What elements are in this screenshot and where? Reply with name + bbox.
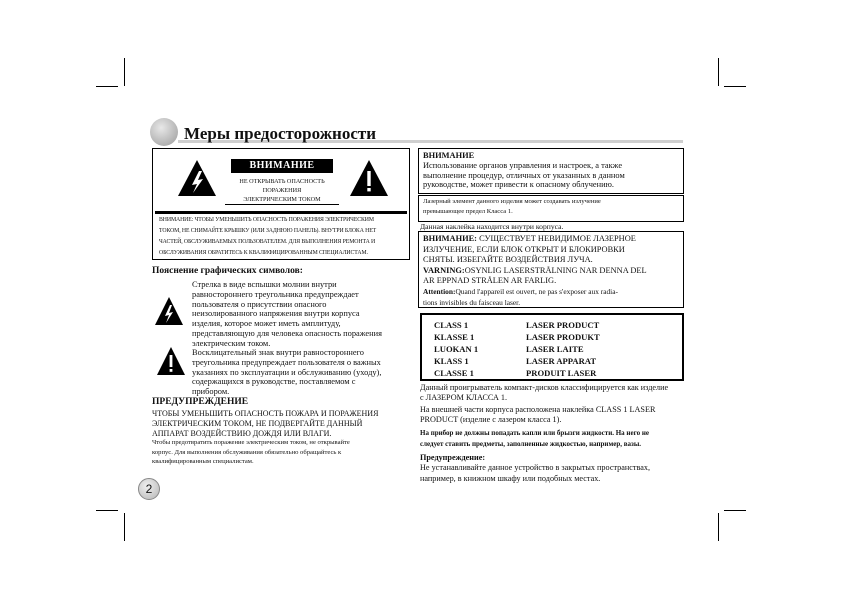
- text-line: ЧТОБЫ УМЕНЬШИТЬ ОПАСНОСТЬ ПОЖАРА И ПОРАЖЕНИЯ: [152, 409, 379, 418]
- crop-mark: [96, 510, 118, 511]
- caution-heading: ВНИМАНИЕ: [231, 159, 333, 173]
- label-bold: Attention:: [423, 286, 456, 296]
- laser-warning-box: [418, 231, 684, 308]
- text-line: прибором.: [192, 387, 230, 397]
- text-line: электрическим током.: [192, 338, 271, 348]
- crop-mark: [724, 86, 746, 87]
- warning-caps-text: [152, 409, 414, 438]
- caution-box: [152, 148, 410, 260]
- text-line: AR EPPNAD STRÅLEN AR FARLIG.: [423, 276, 557, 286]
- crop-mark: [124, 513, 125, 541]
- text-line: tions invisibles du faisceau laser.: [423, 297, 521, 307]
- text-line: На прибор не должны попадать капли или брызги жидкости. На него не: [420, 429, 649, 437]
- text-line: превышающее предел Класса 1.: [423, 208, 513, 215]
- text-line: СНЯТЫ. ИЗБЕГАЙТЕ ВОЗДЕЙСТВИЯ ЛУЧА.: [423, 255, 593, 265]
- exclamation-triangle-icon: [156, 346, 186, 376]
- laser-class-label: [420, 313, 684, 381]
- class-label-left: LUOKAN 1: [434, 344, 479, 354]
- lightning-triangle-icon: [154, 296, 184, 326]
- attention-box: [418, 148, 684, 194]
- class-label-left: KLASS 1: [434, 356, 469, 366]
- text-line: пользователя о присутствии опасного: [192, 299, 327, 309]
- text-line: Лазерный элемент данного изделия может создавать излучение: [423, 198, 601, 205]
- caution-body: [159, 215, 403, 259]
- text-line: Стрелка в виде вспышки молнии внутри: [192, 280, 337, 289]
- caution-header: [155, 151, 407, 214]
- class-label-right: LASER LAITE: [526, 344, 584, 354]
- text-line: равностороннего треугольника предупреждает: [192, 289, 359, 299]
- caution-body-line: ОБСЛУЖИВАНИЯ ОБРАТИТЕСЬ К КВАЛИФИЦИРОВАННЫМ СПЕЦИАЛИСТАМ.: [159, 250, 368, 256]
- class-label-right: LASER PRODUKT: [526, 332, 600, 342]
- text-line: Данный проигрыватель компакт-дисков классифицируется как изделие: [420, 383, 669, 392]
- crop-mark: [124, 58, 125, 86]
- classification-text: [420, 383, 686, 425]
- caution-subtitle: [225, 177, 339, 205]
- attention-heading: ВНИМАНИЕ: [423, 151, 475, 160]
- title-bullet: [150, 118, 178, 146]
- label-location-note: Данная наклейка находится внутри корпуса.: [420, 222, 564, 231]
- installation-caution: [420, 453, 686, 484]
- class-label-left: CLASS 1: [434, 320, 469, 330]
- warning-small-text: [152, 438, 414, 467]
- laser-element-box: [418, 195, 684, 222]
- text-line: квалифицированным специалистам.: [152, 458, 254, 466]
- class-label-left: KLASSE 1: [434, 332, 475, 342]
- text-line: ЭЛЕКТРИЧЕСКИМ ТОКОМ, НЕ ПОДВЕРГАЙТЕ ДАННЫЙ: [152, 418, 363, 428]
- page-number: 2: [138, 478, 160, 500]
- text-line: PRODUCT (изделие с лазером класса 1).: [420, 415, 562, 424]
- caution-sub-line: НЕ ОТКРЫВАТЬ ОПАСНОСТЬ: [239, 178, 325, 185]
- symbols-heading: Пояснение графических символов:: [152, 266, 303, 276]
- label-bold: VARNING:: [423, 265, 465, 275]
- lightning-explanation: [192, 280, 427, 349]
- class-label-right: PRODUIT LASER: [526, 368, 597, 378]
- caution-sub-line: ПОРАЖЕНИЯ: [262, 187, 302, 194]
- label-bold: ВНИМАНИЕ:: [423, 234, 477, 243]
- laser-element-text: [423, 197, 681, 217]
- text-line: содержащихся в руководстве, поставляемом с: [192, 377, 356, 387]
- text-line: АППАРАТ ВОЗДЕЙСТВИЮ ДОЖДЯ ИЛИ ВЛАГИ.: [152, 428, 332, 438]
- crop-mark: [718, 58, 719, 86]
- class-label-left: CLASSE 1: [434, 368, 474, 378]
- text-line: корпус. Для выполнения обслуживания обязательно обращайтесь к: [152, 448, 342, 456]
- lightning-triangle-icon: [177, 159, 217, 197]
- caution-body-line: ТОКОМ, НЕ СНИМАЙТЕ КРЫШКУ (ИЛИ ЗАДНЮЮ ПАНЕЛЬ). ВНУТРИ БЛОКА НЕТ: [159, 228, 377, 234]
- text-line: Quand l'appareil est ouvert, ne pas s'exposer aux radia-: [455, 286, 618, 296]
- text-line: OSYNLIG LASERSTRÅLNING NAR DENNA DEL: [464, 265, 647, 275]
- liquid-warning: [420, 428, 686, 449]
- laser-warning-text: [423, 234, 681, 308]
- warning-heading: ПРЕДУПРЕЖДЕНИЕ: [152, 397, 249, 407]
- text-line: неизолированного напряжения внутри корпуса: [192, 309, 360, 319]
- caution-sub-line: ЭЛЕКТРИЧЕСКИМ ТОКОМ: [225, 195, 339, 205]
- text-line: руководстве, может привести к опасному облучению.: [423, 180, 614, 190]
- text-line: ИЗЛУЧЕНИЕ, ЕСЛИ БЛОК ОТКРЫТ И БЛОКИРОВКИ: [423, 244, 625, 254]
- text-line: Восклицательный знак внутри равностороннего: [192, 348, 364, 357]
- caution-heading: Предупреждение:: [420, 453, 486, 462]
- text-line: выполнение процедур, отличных от указанных в данном: [423, 170, 625, 180]
- text-line: Чтобы предотвратить поражение электрическим током, не открывайте: [152, 439, 350, 446]
- page-title: Меры предосторожности: [184, 124, 377, 143]
- text-line: Не устанавливайте данное устройство в закрытых пространствах,: [420, 463, 650, 473]
- caution-body-line: ВНИМАНИЕ: ЧТОБЫ УМЕНЬШИТЬ ОПАСНОСТЬ ПОРАЖЕНИЯ ЭЛЕКТРИЧЕСКИМ: [159, 217, 374, 223]
- crop-mark: [724, 510, 746, 511]
- text-line: следует ставить предметы, заполненные жидкостью, например, вазы.: [420, 439, 642, 448]
- exclamation-triangle-icon: [349, 159, 389, 197]
- text-line: На внешней части корпуса расположена наклейка CLASS 1 LASER: [420, 405, 656, 414]
- text-line: указаниях по эксплуатации и обслуживанию (уходу),: [192, 367, 382, 377]
- text-line: представляющую для человека опасность поражения: [192, 328, 382, 338]
- attention-text: [423, 151, 681, 190]
- exclamation-explanation: [192, 348, 427, 397]
- text-line: например, в книжном шкафу или подобных местах.: [420, 473, 601, 483]
- caution-body-line: ЧАСТЕЙ, ОБСЛУЖИВАЕМЫХ ПОЛЬЗОВАТЕЛЕМ. ДЛЯ ВЫПОЛНЕНИЯ РЕМОНТА И: [159, 239, 376, 245]
- class-label-right: LASER APPARAT: [526, 356, 597, 366]
- text-line: СУЩЕСТВУЕТ НЕВИДИМОЕ ЛАЗЕРНОЕ: [476, 234, 636, 243]
- text-line: треугольника предупреждает пользователя о важных: [192, 357, 381, 367]
- text-line: Использование органов управления и настроек, а также: [423, 160, 623, 170]
- text-line: изделия, которое может иметь амплитуду,: [192, 319, 341, 329]
- crop-mark: [96, 86, 118, 87]
- class-label-right: LASER PRODUCT: [526, 320, 600, 330]
- crop-mark: [718, 513, 719, 541]
- text-line: с ЛАЗЕРОМ КЛАССА 1.: [420, 393, 508, 402]
